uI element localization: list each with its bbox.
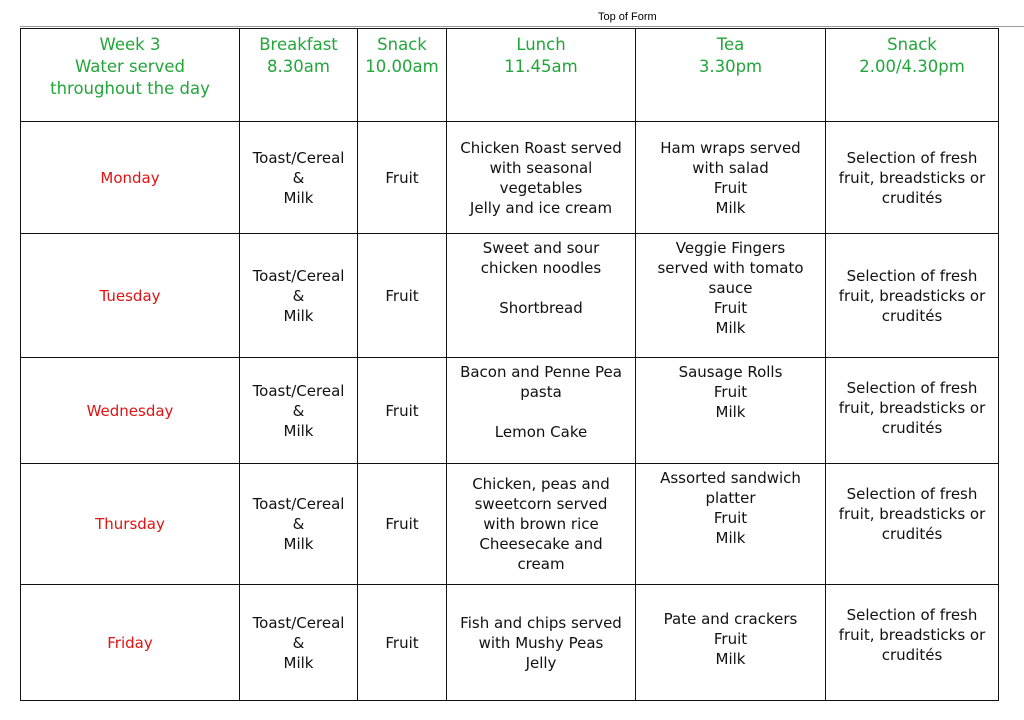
- snack2-cell: [826, 122, 999, 234]
- snack2-line: fruit, breadsticks or: [838, 399, 986, 417]
- tea-line: Fruit: [713, 383, 748, 401]
- breakfast-line: &: [292, 515, 305, 533]
- snack2-line: crudités: [881, 646, 943, 664]
- lunch-line: Lemon Cake: [494, 423, 588, 441]
- tea-cell: [636, 358, 826, 464]
- lunch-line: Sweet and sour: [482, 239, 600, 257]
- snack2-line: crudités: [881, 306, 943, 325]
- lunch-title: Lunch: [516, 35, 566, 54]
- lunch-line: Fish and chips served: [460, 613, 622, 632]
- tea-title: Tea: [716, 35, 745, 54]
- snack2-line: Selection of fresh: [846, 606, 978, 624]
- breakfast-line: Toast/Cereal: [252, 266, 345, 285]
- water-note-line-1: Water served: [75, 57, 185, 76]
- top-of-form-label: Top of Form: [598, 11, 657, 23]
- table-row: [21, 234, 999, 358]
- breakfast-header: [240, 29, 358, 122]
- snack2-title: Snack: [887, 35, 937, 54]
- lunch-cell: [447, 122, 636, 234]
- lunch-line: Chicken Roast served: [460, 138, 622, 157]
- lunch-line: pasta: [520, 383, 562, 401]
- breakfast-cell: [240, 464, 358, 585]
- tea-cell: [636, 585, 826, 701]
- lunch-line: Bacon and Penne Pea: [460, 363, 622, 381]
- tea-cell: [636, 234, 826, 358]
- tea-line: Assorted sandwich: [660, 469, 801, 487]
- tea-header: [636, 29, 826, 122]
- breakfast-cell: [240, 122, 358, 234]
- table-row: [21, 358, 999, 464]
- day-wednesday: Wednesday: [21, 358, 240, 464]
- lunch-line: with Mushy Peas: [478, 633, 604, 652]
- lunch-line: Cheesecake and: [479, 535, 603, 553]
- breakfast-line: &: [292, 633, 305, 652]
- day-monday: Monday: [21, 122, 240, 234]
- snack-cell: Fruit: [358, 585, 447, 701]
- lunch-line: vegetables: [499, 178, 583, 197]
- snack2-line: Selection of fresh: [846, 266, 978, 285]
- tea-line: Ham wraps served: [660, 138, 801, 157]
- lunch-line: Jelly and ice cream: [469, 198, 613, 217]
- snack-cell: Fruit: [358, 234, 447, 358]
- breakfast-line: Milk: [283, 306, 314, 325]
- snack2-line: fruit, breadsticks or: [838, 626, 986, 644]
- lunch-line: Shortbread: [499, 299, 583, 317]
- tea-line: Milk: [715, 403, 746, 421]
- tea-line: Fruit: [713, 299, 748, 317]
- lunch-line: with brown rice: [483, 515, 599, 533]
- breakfast-title: Breakfast: [259, 35, 338, 54]
- snack2-line: fruit, breadsticks or: [838, 286, 986, 305]
- tea-line: sauce: [708, 279, 753, 297]
- snack-time: 10.00am: [365, 57, 439, 76]
- lunch-line: Chicken, peas and: [472, 475, 610, 493]
- tea-line: Milk: [715, 198, 746, 217]
- breakfast-line: Toast/Cereal: [252, 495, 345, 513]
- week-header: [21, 29, 240, 122]
- table-row: [21, 585, 999, 701]
- day-tuesday: Tuesday: [21, 234, 240, 358]
- tea-line: Pate and crackers: [663, 610, 798, 628]
- tea-line: Sausage Rolls: [678, 363, 783, 381]
- snack-cell: Fruit: [358, 464, 447, 585]
- snack2-cell: [826, 585, 999, 701]
- snack2-line: fruit, breadsticks or: [838, 505, 986, 523]
- tea-line: Veggie Fingers: [675, 239, 786, 257]
- lunch-header: [447, 29, 636, 122]
- breakfast-line: &: [292, 401, 305, 420]
- snack2-line: Selection of fresh: [846, 379, 978, 397]
- table-row: [21, 464, 999, 585]
- tea-cell: [636, 464, 826, 585]
- snack-header: [358, 29, 447, 122]
- snack2-line: Selection of fresh: [846, 148, 978, 167]
- lunch-line: cream: [517, 555, 565, 573]
- lunch-cell: [447, 585, 636, 701]
- tea-line: Fruit: [713, 509, 748, 527]
- snack2-line: crudités: [881, 525, 943, 543]
- tea-line: Fruit: [713, 630, 748, 648]
- breakfast-line: Milk: [283, 188, 314, 207]
- weekly-menu-table: [20, 28, 999, 701]
- breakfast-line: Milk: [283, 421, 314, 440]
- snack-cell: Fruit: [358, 122, 447, 234]
- lunch-line: sweetcorn served: [474, 495, 608, 513]
- header-row: [21, 29, 999, 122]
- week-label: Week 3: [99, 35, 161, 54]
- tea-line: with salad: [692, 158, 769, 177]
- snack2-line: fruit, breadsticks or: [838, 168, 986, 187]
- tea-line: Milk: [715, 650, 746, 668]
- snack2-cell: [826, 464, 999, 585]
- top-divider: [20, 26, 1024, 27]
- lunch-line: with seasonal: [489, 158, 593, 177]
- snack2-header: [826, 29, 999, 122]
- breakfast-line: Milk: [283, 535, 314, 553]
- tea-cell: [636, 122, 826, 234]
- tea-line: Milk: [715, 319, 746, 337]
- breakfast-line: &: [292, 168, 305, 187]
- snack2-line: crudités: [881, 419, 943, 437]
- table-row: [21, 122, 999, 234]
- lunch-spacer: [451, 402, 631, 422]
- water-note-line-2: throughout the day: [50, 79, 210, 98]
- snack2-time: 2.00/4.30pm: [859, 57, 965, 76]
- breakfast-line: Toast/Cereal: [252, 148, 345, 167]
- breakfast-cell: [240, 358, 358, 464]
- tea-line: platter: [705, 489, 756, 507]
- snack-cell: Fruit: [358, 358, 447, 464]
- tea-line: Fruit: [713, 178, 748, 197]
- lunch-cell: [447, 358, 636, 464]
- breakfast-line: Milk: [283, 653, 314, 672]
- lunch-line: chicken noodles: [480, 259, 602, 277]
- snack2-cell: [826, 358, 999, 464]
- snack2-line: Selection of fresh: [846, 485, 978, 503]
- lunch-line: Jelly: [525, 653, 557, 672]
- breakfast-line: Toast/Cereal: [252, 613, 345, 632]
- breakfast-line: &: [292, 286, 305, 305]
- day-thursday: Thursday: [21, 464, 240, 585]
- breakfast-line: Toast/Cereal: [252, 381, 345, 400]
- snack2-cell: [826, 234, 999, 358]
- breakfast-cell: [240, 234, 358, 358]
- breakfast-time: 8.30am: [267, 57, 330, 76]
- breakfast-cell: [240, 585, 358, 701]
- lunch-cell: [447, 464, 636, 585]
- lunch-spacer: [451, 278, 631, 298]
- tea-line: served with tomato: [657, 259, 804, 277]
- snack2-line: crudités: [881, 188, 943, 207]
- snack-title: Snack: [377, 35, 427, 54]
- tea-line: Milk: [715, 529, 746, 547]
- tea-time: 3.30pm: [698, 57, 763, 76]
- lunch-time: 11.45am: [504, 57, 578, 76]
- lunch-cell: [447, 234, 636, 358]
- day-friday: Friday: [21, 585, 240, 701]
